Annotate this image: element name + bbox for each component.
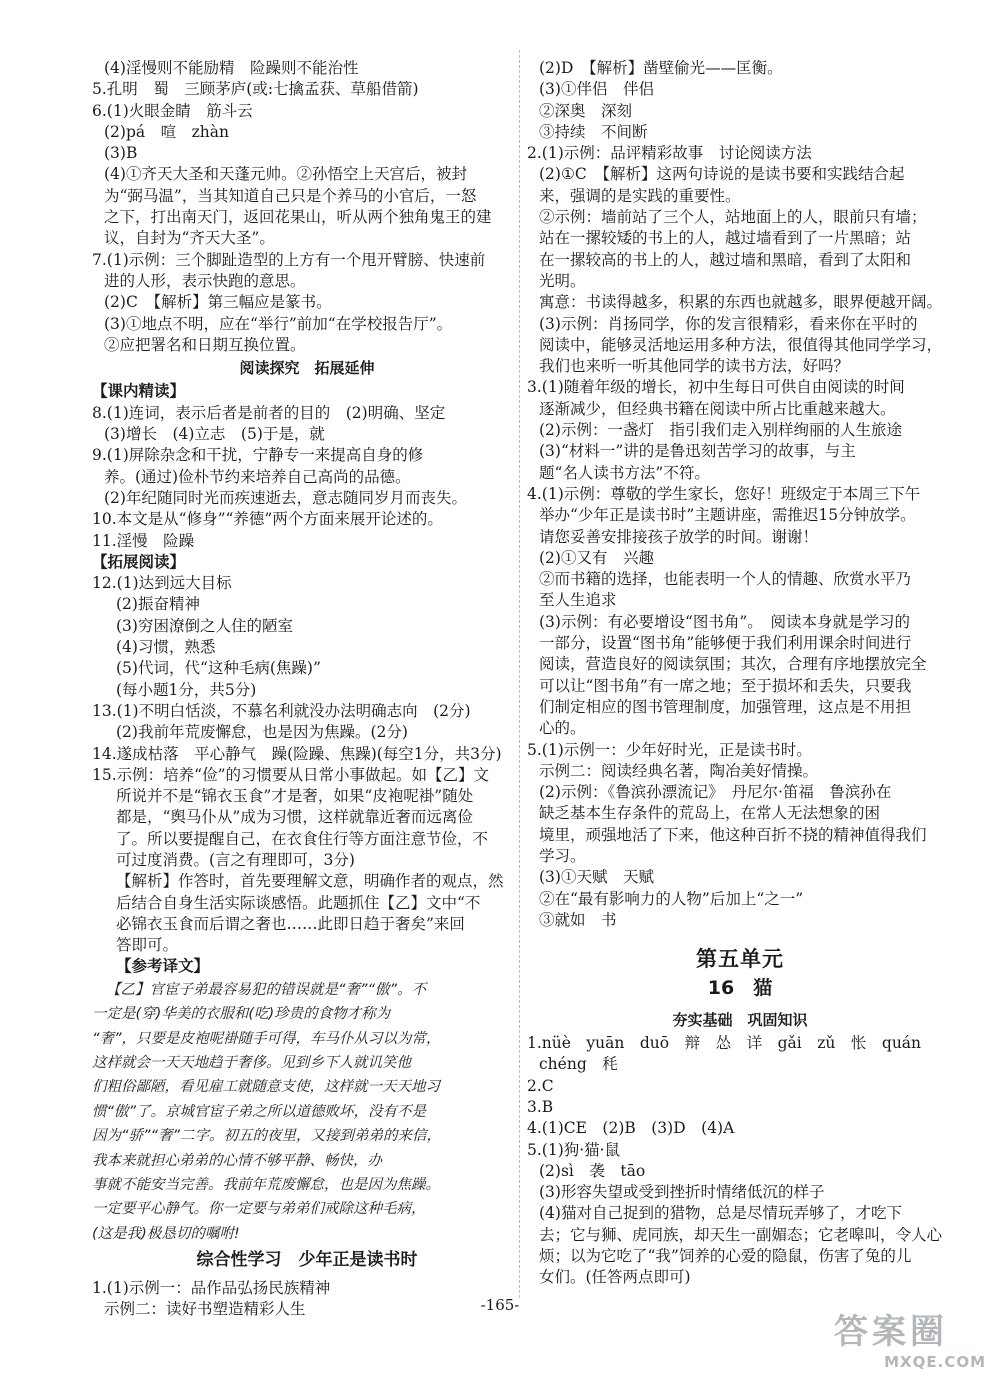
translation-line: 这样就会一天天地趋于奢侈。见到乡下人就讥笑他 bbox=[92, 1054, 411, 1071]
unit-title: 第五单元 bbox=[696, 947, 784, 972]
answer-line: (3)①伴侣 伴侣 bbox=[539, 80, 654, 99]
answer-line: 女们。(任答两点即可) bbox=[539, 1268, 691, 1287]
answer-line: 举办“少年正是读书时”主题讲座，需推迟15分钟放学。 bbox=[539, 506, 916, 525]
answer-line: (2)年纪随同时光而疾速逝去，意志随同岁月而丧失。 bbox=[104, 488, 467, 507]
answer-line: 10.本文是从“修身”“养德”两个方面来展开论述的。 bbox=[92, 510, 443, 529]
translation-block bbox=[92, 978, 522, 1246]
answer-line: (2)①C 【解析】这两句诗说的是读书要和实践结合起 bbox=[539, 165, 905, 184]
answer-line: 6.(1)火眼金睛 筋斗云 bbox=[92, 101, 253, 120]
answer-line: 请您妥善安排接孩子放学的时间。谢谢！ bbox=[539, 527, 819, 546]
answer-line: 8.(1)连词，表示后者是前者的目的 (2)明确、坚定 bbox=[92, 403, 446, 422]
page-number: -165- bbox=[480, 1296, 520, 1314]
answer-line: 13.(1)不明白恬淡，不慕名利就没办法明确志向 (2分) bbox=[92, 701, 471, 720]
translation-line: 惯“傲”了。京城官宦子弟之所以道德败坏，没有不是 bbox=[92, 1103, 427, 1120]
answer-line: 寓意：书读得越多，积累的东西也就越多，眼界便越开阔。 bbox=[539, 293, 943, 312]
answer-line: 15.示例：培养“俭”的习惯要从日常小事做起。如【乙】文 bbox=[92, 765, 490, 784]
subsection-label: 【课内精读】 bbox=[92, 382, 186, 401]
answer-line: (2)sì 袭 tāo bbox=[539, 1161, 646, 1180]
translation-line: 一定要平心静气。你一定要与弟弟们戒除这种毛病， bbox=[92, 1201, 426, 1218]
translation-line: “奢”，只要是皮袍呢褂随手可得，车马仆从习以为常， bbox=[92, 1030, 441, 1047]
answer-line: (2)C 【解析】第三幅应是篆书。 bbox=[104, 293, 332, 312]
left-column bbox=[92, 58, 522, 1320]
answer-line: 14.遂成枯落 平心静气 躁(险躁、焦躁)(每空1分，共3分) bbox=[92, 744, 502, 763]
answer-line: (2)示例：一盏灯 指引我们走入别样绚丽的人生旅途 bbox=[539, 421, 902, 440]
answer-line: 都是，“舆马仆从”成为习惯，这样就靠近奢而远离俭 bbox=[116, 808, 473, 827]
answer-line: 5.(1)示例一：少年好时光，正是读书时。 bbox=[527, 740, 812, 759]
answer-line: 一部分，设置“图书角”能够便于我们利用课余时间进行 bbox=[539, 634, 912, 653]
answer-line: (3)增长 (4)立志 (5)于是，就 bbox=[104, 425, 325, 444]
answer-line: (3)①地点不明，应在“举行”前加“在学校报告厅”。 bbox=[104, 314, 453, 333]
answer-line: 3.(1)随着年级的增长，初中生每日可供自由阅读的时间 bbox=[527, 378, 905, 397]
section-title: 综合性学习 少年正是读书时 bbox=[196, 1250, 418, 1271]
answer-line: 5.孔明 蜀 三顾茅庐(或:七擒孟获、草船借箭) bbox=[92, 80, 419, 99]
answer-line: 缺乏基本生存条件的荒岛上，在常人无法想象的困 bbox=[539, 804, 881, 823]
translation-line: 事就不能安当完善。我前年荒废懈怠，也是因为焦躁。 bbox=[92, 1177, 440, 1194]
watermark-text: 答案圈 bbox=[834, 1312, 948, 1352]
answer-line: ②应把署名和日期互换位置。 bbox=[104, 335, 306, 354]
subsection-label: 【拓展阅读】 bbox=[92, 552, 186, 571]
answer-line: 至人生追求 bbox=[539, 591, 617, 610]
answer-line: ②示例：墙前站了三个人，站地面上的人，眼前只有墙； bbox=[539, 208, 927, 227]
answer-line: (每小题1分，共5分) bbox=[116, 680, 257, 699]
answer-line: (4)淫慢则不能励精 险躁则不能治性 bbox=[104, 59, 359, 77]
answer-line: (2)pá 喧 zhàn bbox=[104, 122, 229, 141]
answer-line: 11.淫慢 险躁 bbox=[92, 531, 195, 550]
translation-line: 【乙】官宦子弟最容易犯的错误就是“奢”“傲”。不 bbox=[106, 981, 427, 998]
answer-line: (3)形容失望或受到挫折时情绪低沉的样子 bbox=[539, 1183, 825, 1202]
lesson-title: 16 猫 bbox=[707, 977, 773, 1000]
answer-line: 养。(通过)俭朴节约来培养自己高尚的品德。 bbox=[104, 467, 411, 486]
answer-line: 7.(1)示例：三个脚趾造型的上方有一个甩开臂膀、快速前 bbox=[92, 250, 486, 269]
answer-line: ③就如 书 bbox=[539, 910, 617, 929]
section-title: 夯实基础 巩固知识 bbox=[672, 1010, 808, 1029]
answer-line: (3)示例：肖扬同学，你的发言很精彩，看来你在平时的 bbox=[539, 314, 918, 333]
answer-line: 题“名人读书方法”不符。 bbox=[539, 463, 710, 482]
answer-line: 9.(1)屏除杂念和干扰，宁静专一来提高自身的修 bbox=[92, 446, 424, 465]
answer-line: (2)振奋精神 bbox=[116, 595, 200, 614]
translation-line: 我本来就担心弟弟的心情不够平静、畅快，办 bbox=[92, 1152, 382, 1169]
answer-line: 光明。 bbox=[539, 271, 586, 290]
watermark-url: MXQE.COM bbox=[884, 1353, 986, 1371]
answer-line: 们制定相应的图书管理制度，加强管理，这点是不用担 bbox=[539, 697, 912, 716]
answer-line: 心的。 bbox=[539, 719, 586, 738]
answer-line: ②在“最有影响力的人物”后加上“之一” bbox=[539, 889, 804, 908]
analysis-line: 后结合自身生活实际谈感悟。此题抓住【乙】文中“不 bbox=[116, 893, 481, 912]
answer-line: 示例二：读好书塑造精彩人生 bbox=[104, 1299, 306, 1318]
translation-line: 们粗俗鄙陋，看见雇工就随意支使，这样就一天天地习 bbox=[92, 1079, 440, 1096]
answer-line: 1.nüè yuān duō 辩 怂 详 gǎi zǔ 怅 quán bbox=[527, 1034, 922, 1053]
translation-line: 因为“骄”“奢”二字。初五的夜里，又接到弟弟的来信， bbox=[92, 1128, 442, 1145]
answer-line: 2.(1)示例：品评精彩故事 讨论阅读方法 bbox=[527, 144, 812, 163]
answer-line: (4)①齐天大圣和天蓬元帅。②孙悟空上天宫后，被封 bbox=[104, 165, 467, 184]
answer-line: chéng 秏 bbox=[539, 1055, 618, 1074]
section-title: 阅读探究 拓展延伸 bbox=[239, 359, 375, 378]
answer-line: 阅读，营造良好的阅读氛围；其次，合理有序地摆放完全 bbox=[539, 655, 927, 674]
answer-line: 烦；以为它吃了“我”饲养的心爱的隐鼠，伤害了兔的儿 bbox=[539, 1247, 912, 1266]
answer-line: (2)示例：《鲁滨孙漂流记》 丹尼尔·笛福 鲁滨孙在 bbox=[539, 783, 892, 802]
answer-line: (2)D 【解析】凿壁偷光——匡衡。 bbox=[539, 59, 783, 77]
answer-line: 所说并不是“锦衣玉食”才是奢，如果“皮袍呢褂”随处 bbox=[116, 787, 474, 806]
answer-line: (3)①天赋 天赋 bbox=[539, 868, 654, 887]
answer-line: (3)“材料一”讲的是鲁迅刻苦学习的故事，与主 bbox=[539, 442, 856, 461]
answer-line: (2)我前年荒废懈怠，也是因为焦躁。(2分) bbox=[116, 723, 408, 742]
answer-line: 阅读中，能够灵活地运用多种方法，很值得其他同学学习， bbox=[539, 335, 943, 354]
answer-line: 1.(1)示例一：品作品弘扬民族精神 bbox=[92, 1278, 331, 1297]
translation-line: (这是我)极恳切的嘱咐! bbox=[92, 1225, 240, 1242]
analysis-line: 答即可。 bbox=[116, 936, 179, 955]
answer-line: (5)代词，代“这种毛病(焦躁)” bbox=[116, 659, 321, 678]
analysis-line: 【解析】作答时，首先要理解文意，明确作者的观点，然 bbox=[116, 872, 504, 891]
answer-line: 境里，顽强地活了下来，他这种百折不挠的精神值得我们 bbox=[539, 825, 927, 844]
answer-line: 之下，打出南天门，返回花果山，听从两个独角鬼王的建 bbox=[104, 208, 492, 227]
answer-line: 学习。 bbox=[539, 846, 586, 865]
answer-line: 去；它与狮、虎同族，却天生一副媚态；它老嗥叫，令人心 bbox=[539, 1225, 943, 1244]
answer-line: (3)B bbox=[104, 144, 138, 163]
answer-line: 在一摞较高的书上的人，越过墙和黑暗，看到了太阳和 bbox=[539, 250, 912, 269]
answer-line: 3.B bbox=[527, 1097, 554, 1116]
answer-line: 站在一摞较矮的书上的人，越过墙看到了一片黑暗；站 bbox=[539, 229, 912, 248]
answer-line: ②而书籍的选择，也能表明一个人的情趣、欣赏水平乃 bbox=[539, 570, 912, 589]
answer-line: (3)示例：有必要增设“图书角”。 阅读本身就是学习的 bbox=[539, 612, 911, 631]
answer-line: 4.(1)示例：尊敬的学生家长，您好！班级定于本周三下午 bbox=[527, 484, 921, 503]
answer-line: 逐渐减少，但经典书籍在阅读中所占比重越来越大。 bbox=[539, 399, 896, 418]
translation-line: 一定是(穿)华美的衣服和(吃)珍贵的食物才称为 bbox=[92, 1006, 391, 1023]
analysis-line: 必锦衣玉食而后谓之奢也……此即日趋于奢矣”来回 bbox=[116, 914, 465, 933]
subsection-label: 【参考译文】 bbox=[116, 957, 210, 976]
watermark-logo bbox=[834, 1304, 986, 1371]
answer-line: ③持续 不间断 bbox=[539, 122, 648, 141]
answer-line: 可过度消费。(言之有理即可，3分) bbox=[116, 850, 355, 869]
answer-line: ②深奥 深刻 bbox=[539, 101, 633, 120]
answer-line: (4)猫对自己捉到的猎物，总是尽情玩弄够了，才吃下 bbox=[539, 1204, 902, 1223]
answer-line: (2)①又有 兴趣 bbox=[539, 548, 654, 567]
right-column bbox=[527, 58, 953, 1289]
answer-line: (4)习惯，熟悉 bbox=[116, 638, 216, 657]
answer-line: 可以让“图书角”有一席之地；至于损坏和丢失，只要我 bbox=[539, 676, 912, 695]
answer-line: 4.(1)CE (2)B (3)D (4)A bbox=[527, 1119, 735, 1138]
answer-line: 了。所以要提醒自己，在衣食住行等方面注意节俭，不 bbox=[116, 829, 489, 848]
answer-line: 为“弼马温”，当其知道自己只是个养马的小官后，一怒 bbox=[104, 186, 477, 205]
answer-line: 我们也来听一听其他同学的读书方法，好吗？ bbox=[539, 357, 850, 376]
answer-line: (3)穷困潦倒之人住的陋室 bbox=[116, 616, 293, 635]
answer-line: 进的人形，表示快跑的意思。 bbox=[104, 271, 306, 290]
answer-line: 2.C bbox=[527, 1076, 554, 1095]
answer-line: 12.(1)达到远大目标 bbox=[92, 574, 232, 593]
answer-line: 5.(1)狗·猫·鼠 bbox=[527, 1140, 621, 1159]
answer-line: 议，自封为“齐天大圣”。 bbox=[104, 229, 275, 248]
answer-line: 来，强调的是实践的重要性。 bbox=[539, 186, 741, 205]
answer-line: 示例二：阅读经典名著，陶冶美好情操。 bbox=[539, 761, 819, 780]
